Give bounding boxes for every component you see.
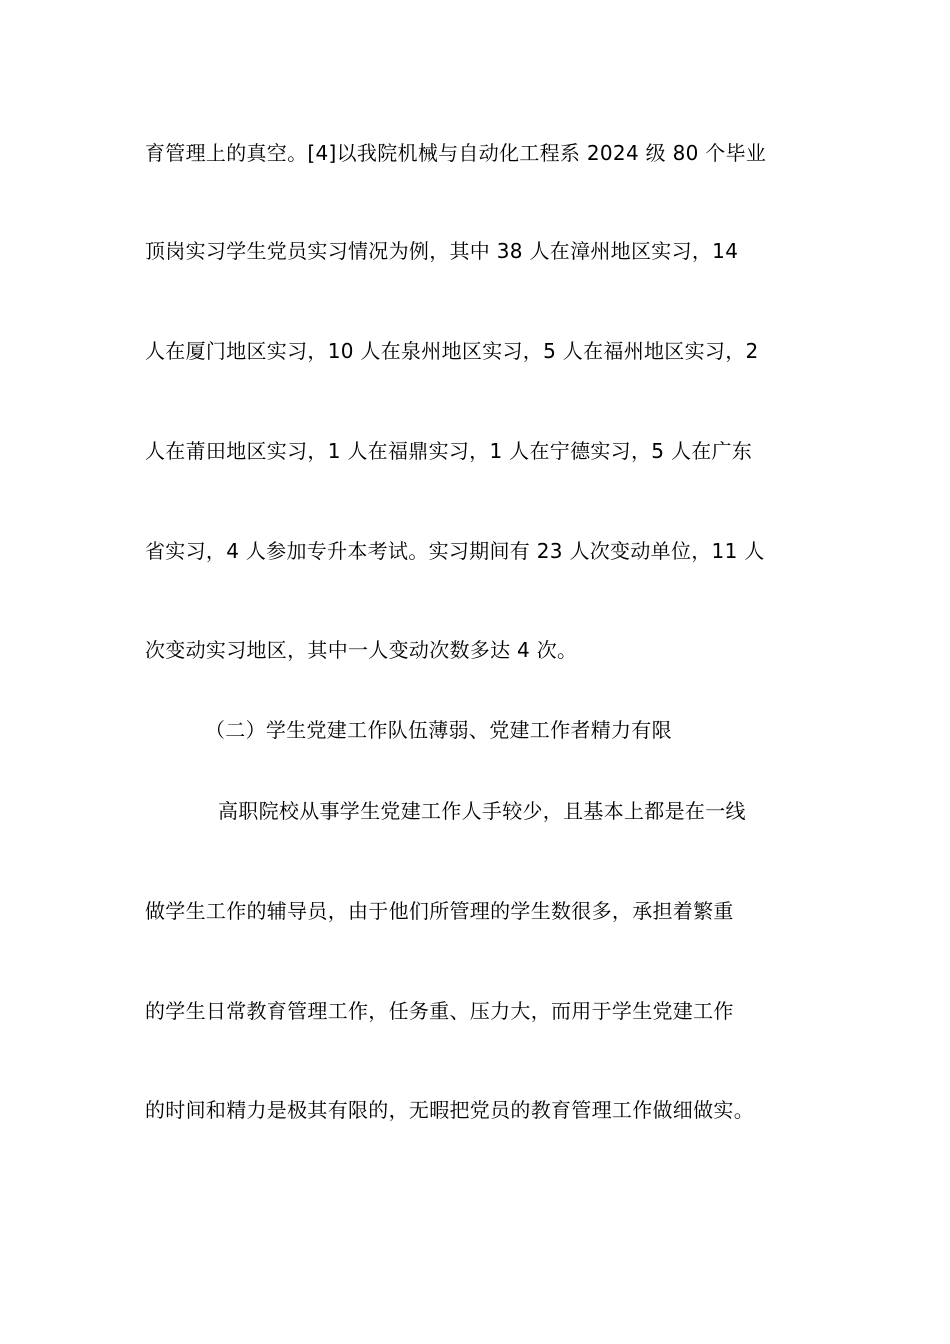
paragraph-2-line-4: 的时间和精力是极其有限的，无暇把党员的教育管理工作做细做实。 [145, 1098, 754, 1122]
paragraph-1-line-6: 次变动实习地区，其中一人变动次数多达 4 次。 [145, 638, 578, 662]
paragraph-1-line-1: 育管理上的真空。[4]以我院机械与自动化工程系 2024 级 80 个毕业 [145, 141, 767, 165]
paragraph-2-line-3: 的学生日常教育管理工作，任务重、压力大，而用于学生党建工作 [145, 999, 734, 1023]
section-heading: （二）学生党建工作队伍薄弱、党建工作者精力有限 [205, 718, 672, 742]
paragraph-1-line-4: 人在莆田地区实习，1 人在福鼎实习，1 人在宁德实习，5 人在广东 [145, 439, 753, 463]
paragraph-1-line-2: 顶岗实习学生党员实习情况为例，其中 38 人在漳州地区实习，14 [145, 239, 739, 263]
paragraph-1-line-3: 人在厦门地区实习，10 人在泉州地区实习，5 人在福州地区实习，2 [145, 339, 759, 363]
paragraph-1-line-5: 省实习，4 人参加专升本考试。实习期间有 23 人次变动单位，11 人 [145, 539, 765, 563]
paragraph-2-line-1: 高职院校从事学生党建工作人手较少，且基本上都是在一线 [218, 799, 746, 823]
paragraph-2-line-2: 做学生工作的辅导员，由于他们所管理的学生数很多，承担着繁重 [145, 899, 734, 923]
